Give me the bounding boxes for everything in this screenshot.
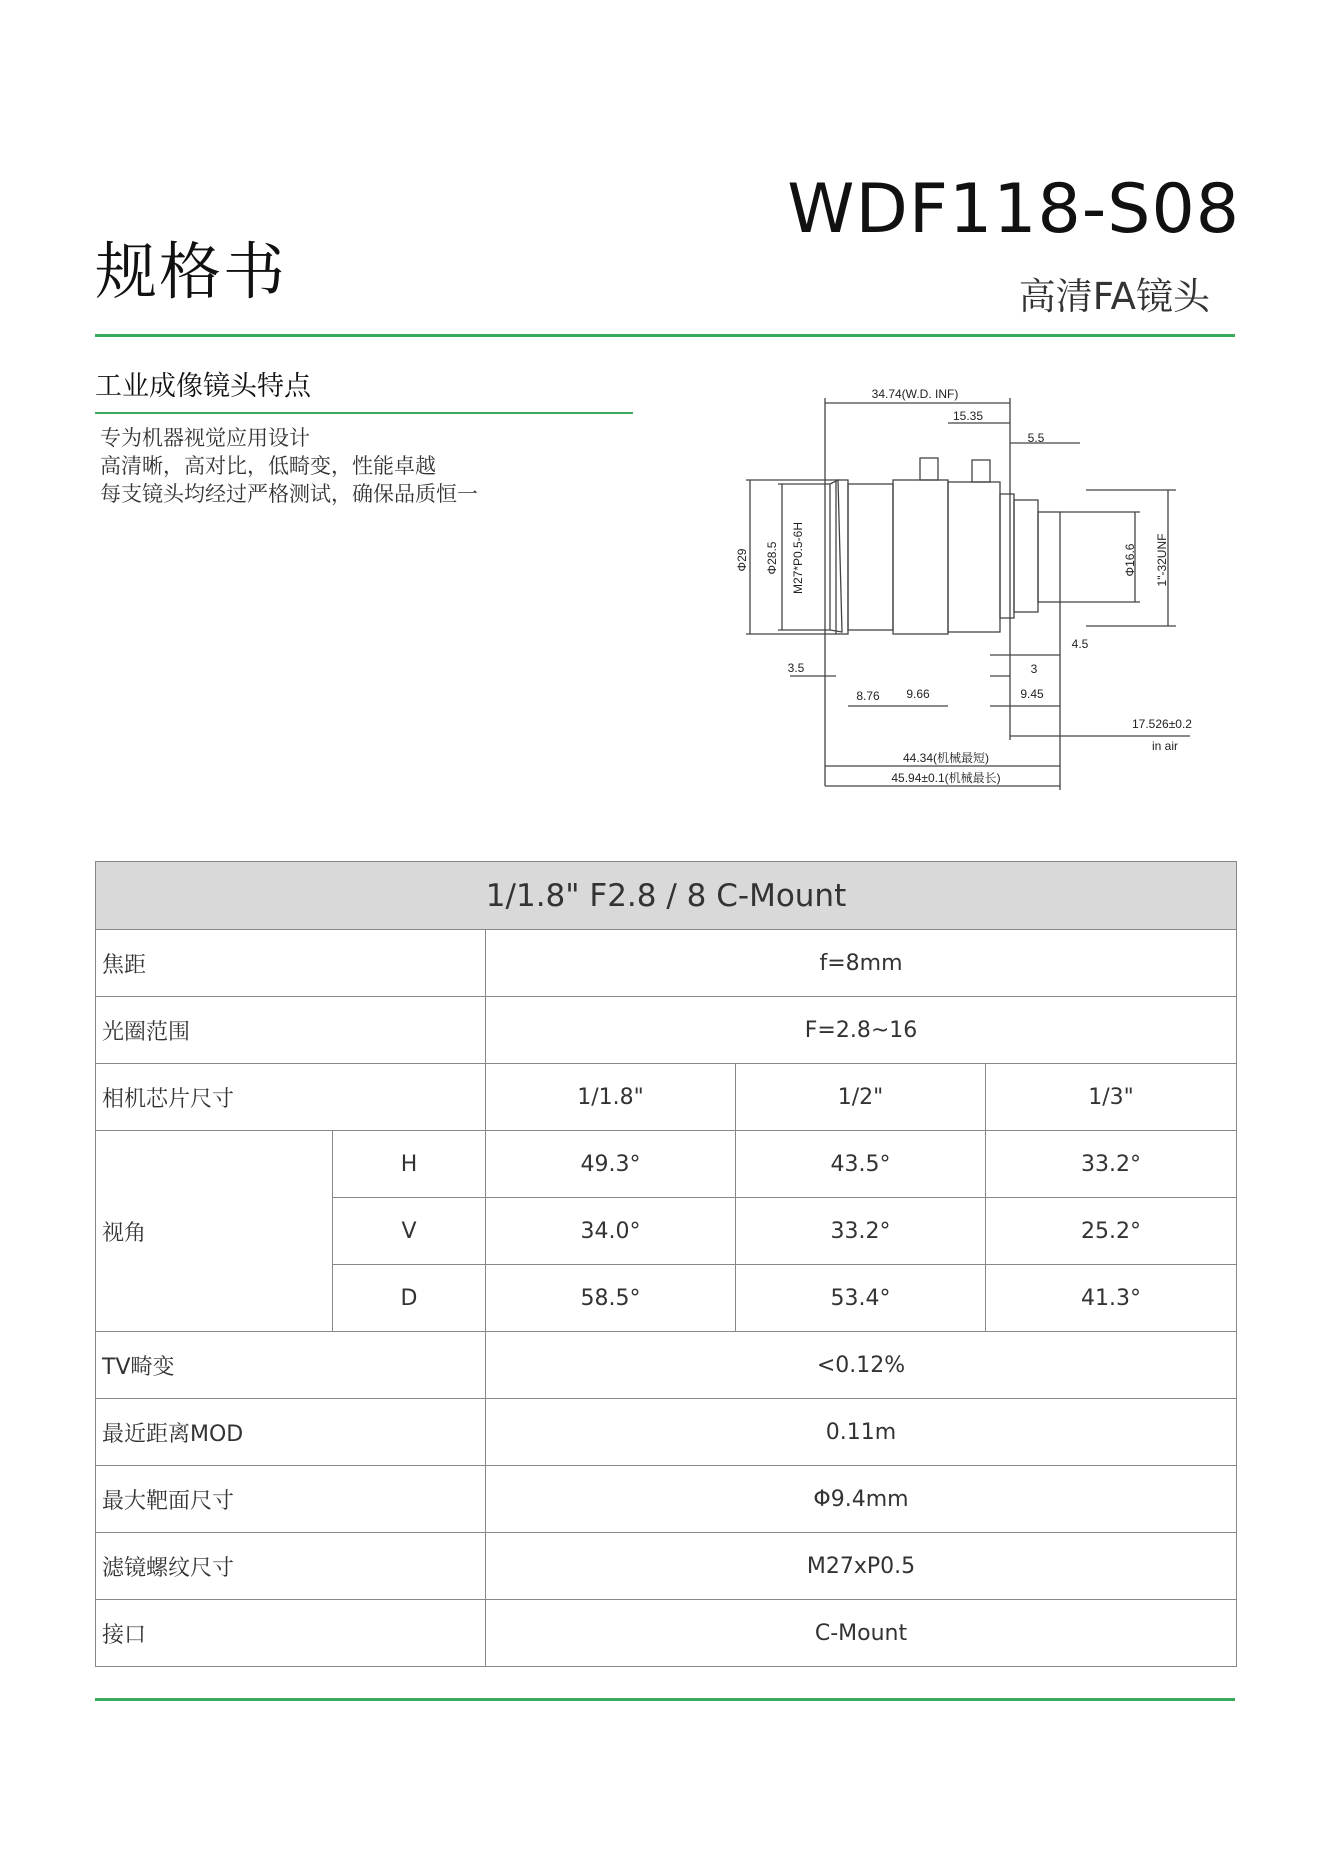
dim-min-length: 44.34(机械最短) bbox=[902, 751, 990, 765]
dim-8-76: 8.76 bbox=[856, 689, 880, 703]
mod-value: 0.11m bbox=[486, 1399, 1237, 1466]
sensor-label: 相机芯片尺寸 bbox=[96, 1064, 486, 1131]
dim-3: 3 bbox=[1030, 662, 1038, 676]
dim-unf: 1"-32UNF bbox=[1155, 533, 1169, 587]
feature-item: 高清晰，高对比，低畸变，性能卓越 bbox=[100, 454, 436, 478]
table-row bbox=[96, 1466, 1237, 1533]
focal-label: 焦距 bbox=[96, 930, 486, 997]
dim-thread: M27*P0.5-6H bbox=[791, 521, 805, 595]
dim-phi29: Φ29 bbox=[735, 548, 749, 572]
table-row bbox=[96, 1332, 1237, 1399]
dim-max-length: 45.94±0.1(机械最长) bbox=[891, 771, 1001, 785]
dim-flange: 17.526±0.2 bbox=[1132, 717, 1192, 731]
sensor-size: 1/3" bbox=[986, 1064, 1237, 1131]
dim-5-5: 5.5 bbox=[1027, 431, 1045, 445]
features-divider bbox=[95, 412, 633, 414]
mount-label: 接口 bbox=[96, 1600, 486, 1667]
spec-header: 1/1.8" F2.8 / 8 C-Mount bbox=[96, 862, 1237, 930]
aperture-value: F=2.8~16 bbox=[486, 997, 1237, 1064]
mount-value: C-Mount bbox=[486, 1600, 1237, 1667]
top-divider bbox=[95, 334, 1235, 337]
dim-in-air: in air bbox=[1151, 739, 1179, 753]
lens-dimension-drawing bbox=[730, 380, 1230, 800]
fov-axis: D bbox=[333, 1265, 486, 1332]
dim-9-66: 9.66 bbox=[906, 687, 930, 701]
filter-label: 滤镜螺纹尺寸 bbox=[96, 1533, 486, 1600]
dim-phi28-5: Φ28.5 bbox=[765, 541, 779, 575]
table-row bbox=[96, 930, 1237, 997]
fov-axis: V bbox=[333, 1198, 486, 1265]
dim-wd: 34.74(W.D. INF) bbox=[871, 387, 959, 401]
table-row bbox=[96, 1533, 1237, 1600]
dim-9-45: 9.45 bbox=[1020, 687, 1044, 701]
fov-label: 视角 bbox=[96, 1131, 333, 1332]
mod-label: 最近距离MOD bbox=[96, 1399, 486, 1466]
fov-value: 33.2° bbox=[986, 1131, 1237, 1198]
target-label: 最大靶面尺寸 bbox=[96, 1466, 486, 1533]
sensor-size: 1/1.8" bbox=[486, 1064, 736, 1131]
table-row bbox=[96, 1131, 1237, 1198]
features-list bbox=[100, 424, 478, 508]
spec-table bbox=[95, 861, 1237, 1667]
fov-axis: H bbox=[333, 1131, 486, 1198]
feature-item: 专为机器视觉应用设计 bbox=[100, 426, 310, 450]
filter-value: M27xP0.5 bbox=[486, 1533, 1237, 1600]
table-row bbox=[96, 1064, 1237, 1131]
aperture-label: 光圈范围 bbox=[96, 997, 486, 1064]
distortion-value: <0.12% bbox=[486, 1332, 1237, 1399]
table-row bbox=[96, 1600, 1237, 1667]
document-title: 规格书 bbox=[95, 235, 288, 308]
fov-value: 25.2° bbox=[986, 1198, 1237, 1265]
fov-value: 43.5° bbox=[736, 1131, 986, 1198]
fov-value: 41.3° bbox=[986, 1265, 1237, 1332]
table-row bbox=[96, 1399, 1237, 1466]
spec-header-row bbox=[96, 862, 1237, 930]
fov-value: 33.2° bbox=[736, 1198, 986, 1265]
fov-value: 49.3° bbox=[486, 1131, 736, 1198]
fov-value: 53.4° bbox=[736, 1265, 986, 1332]
focal-value: f=8mm bbox=[486, 930, 1237, 997]
table-row bbox=[96, 997, 1237, 1064]
dim-15-35: 15.35 bbox=[952, 409, 984, 423]
model-number: WDF118-S08 bbox=[787, 170, 1240, 249]
sensor-size: 1/2" bbox=[736, 1064, 986, 1131]
features-heading: 工业成像镜头特点 bbox=[95, 371, 311, 402]
target-value: Φ9.4mm bbox=[486, 1466, 1237, 1533]
fov-value: 34.0° bbox=[486, 1198, 736, 1265]
dim-4-5: 4.5 bbox=[1071, 637, 1089, 651]
feature-item: 每支镜头均经过严格测试，确保品质恒一 bbox=[100, 482, 478, 506]
product-subtitle: 高清FA镜头 bbox=[1018, 275, 1210, 318]
dim-phi16-6: Φ16.6 bbox=[1123, 543, 1137, 577]
fov-value: 58.5° bbox=[486, 1265, 736, 1332]
dim-3-5: 3.5 bbox=[787, 661, 805, 675]
bottom-divider bbox=[95, 1698, 1235, 1701]
distortion-label: TV畸变 bbox=[96, 1332, 486, 1399]
